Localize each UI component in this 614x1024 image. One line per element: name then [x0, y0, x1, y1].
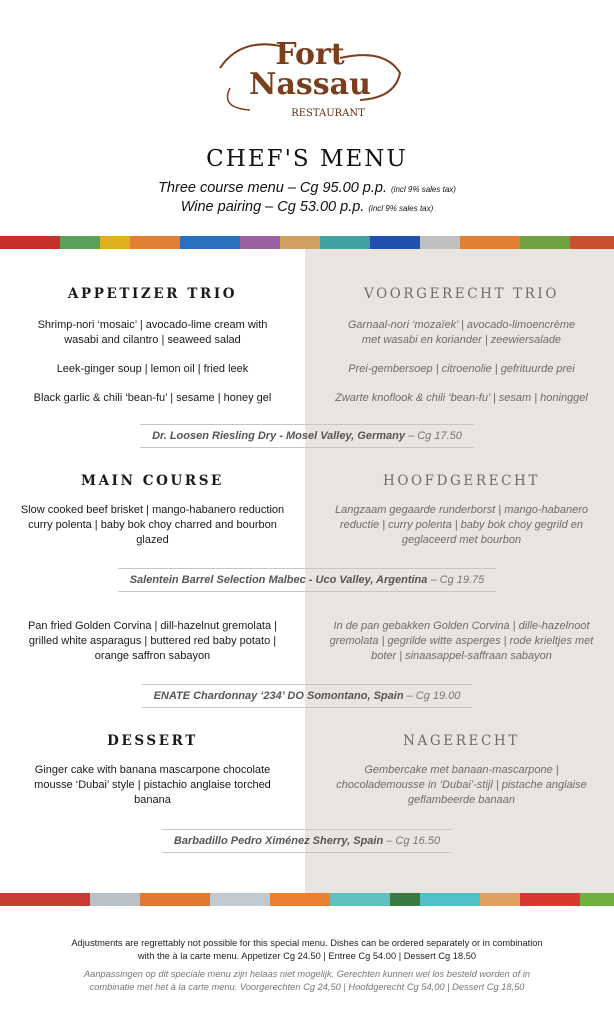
menu-item: Garnaal-nori ‘mozaïek’ | avocado-limoencrème met wasabi en koriander | zeewiersalade	[347, 319, 576, 346]
menu-item: Ginger cake with banana mascarpone chocolate mousse ‘Dubai’ style | pistachio anglaise torched banana	[34, 764, 271, 806]
menu-item: Shrimp-nori ‘mosaic’ | avocado-lime cream with wasabi and cilantro | seaweed salad	[37, 319, 268, 346]
wine-pairing	[0, 829, 614, 853]
section-main-nl	[309, 473, 614, 548]
logo-sub: RESTAURANT	[291, 108, 365, 119]
menu-price	[0, 180, 614, 196]
wine-price: – Cg 19.75	[430, 574, 485, 586]
wine-name: Barbadillo Pedro Ximénez Sherry, Spain	[173, 835, 384, 847]
section-title: HOOFDGERECHT	[382, 473, 541, 489]
section-title: APPETIZER TRIO	[67, 286, 238, 302]
decorative-stripe-top	[0, 236, 614, 249]
wine-price: – Cg 19.00	[406, 690, 461, 702]
menu-item: Pan fried Golden Corvina | dill-hazelnut gremolata | grilled white asparagus | buttered red baby potato | orange saffron sabayon	[27, 620, 278, 662]
section-dessert-en	[0, 733, 305, 808]
decorative-stripe-bottom	[0, 893, 614, 906]
menu-item: Leek-ginger soup | lemon oil | fried leek	[56, 363, 249, 375]
menu-item: Slow cooked beef brisket | mango-habanero reduction curry polenta | baby bok choy charred and bourbon glazed	[20, 504, 285, 546]
section-appetizer-en	[0, 286, 305, 406]
wine-pairing	[0, 424, 614, 448]
section-main2-en	[0, 619, 305, 664]
menu-price-note: (incl 9% sales tax)	[391, 185, 456, 194]
section-title: NAGERECHT	[403, 733, 520, 749]
section-title: MAIN COURSE	[81, 473, 224, 489]
restaurant-logo	[210, 28, 410, 124]
wine-price-text: Wine pairing – Cg 53.00 p.p.	[180, 199, 365, 215]
menu-item: Prei-gembersoep | citroenolie | gefrituurde prei	[348, 363, 575, 375]
menu-item: Black garlic & chili ‘bean-fu’ | sesame | honey gel	[33, 392, 272, 404]
page-title: CHEF'S MENU	[206, 146, 408, 172]
logo-line1: Fort	[275, 37, 345, 72]
wine-pairing	[0, 568, 614, 592]
menu-item: Gembercake met banaan-mascarpone | chocolademousse in ‘Dubai’-stijl | pistache anglaise geflambeerde banaan	[336, 764, 587, 806]
wine-pairing-price	[0, 199, 614, 215]
logo-line2: Nassau	[249, 67, 371, 102]
menu-item: In de pan gebakken Golden Corvina | dille-hazelnoot gremolata | gegrilde witte asperges | rode krieltjes met boter | sinaasappel-saffraan sabayon	[329, 620, 594, 662]
section-title: DESSERT	[107, 733, 198, 749]
wine-price: – Cg 17.50	[408, 430, 462, 442]
wine-name: Dr. Loosen Riesling Dry - Mosel Valley, Germany	[152, 430, 405, 442]
menu-item: Langzaam gegaarde runderborst | mango-habanero reductie | curry polenta | baby bok choy gegrild en geglaceerd met bourbon	[335, 504, 588, 546]
menu-item: Zwarte knoflook & chili ‘bean-fu’ | sesam | honinggel	[335, 392, 588, 404]
footer-note-en: Adjustments are regrettably not possible for this special menu. Dishes can be ordered separately or in combination with the à la carte menu. Appetizer Cg 24.50 | Entree Cg 54.00 | Dessert Cg 18.50	[71, 938, 543, 961]
section-title: VOORGERECHT TRIO	[363, 286, 560, 302]
footer-note-nl: Aanpassingen op dit speciale menu zijn helaas niet mogelijk. Gerechten kunnen wel los besteld worden of in combinatie met het à la carte menu. Voorgerechten Cg 24,50 | Hoofdgerecht Cg 54,00 | Dessert Cg 18,50	[83, 969, 530, 992]
section-appetizer-nl	[309, 286, 614, 406]
section-main-en	[0, 473, 305, 548]
wine-price-note: (incl 9% sales tax)	[368, 204, 434, 213]
section-dessert-nl	[309, 733, 614, 808]
section-main2-nl	[309, 619, 614, 664]
wine-price: – Cg 16.50	[386, 835, 441, 847]
wine-name: Salentein Barrel Selection Malbec - Uco Valley, Argentina	[129, 574, 428, 586]
wine-name: ENATE Chardonnay ‘234’ DO Somontano, Spain	[153, 690, 407, 702]
menu-price-text: Three course menu – Cg 95.00 p.p.	[158, 180, 387, 196]
wine-pairing	[0, 684, 614, 708]
